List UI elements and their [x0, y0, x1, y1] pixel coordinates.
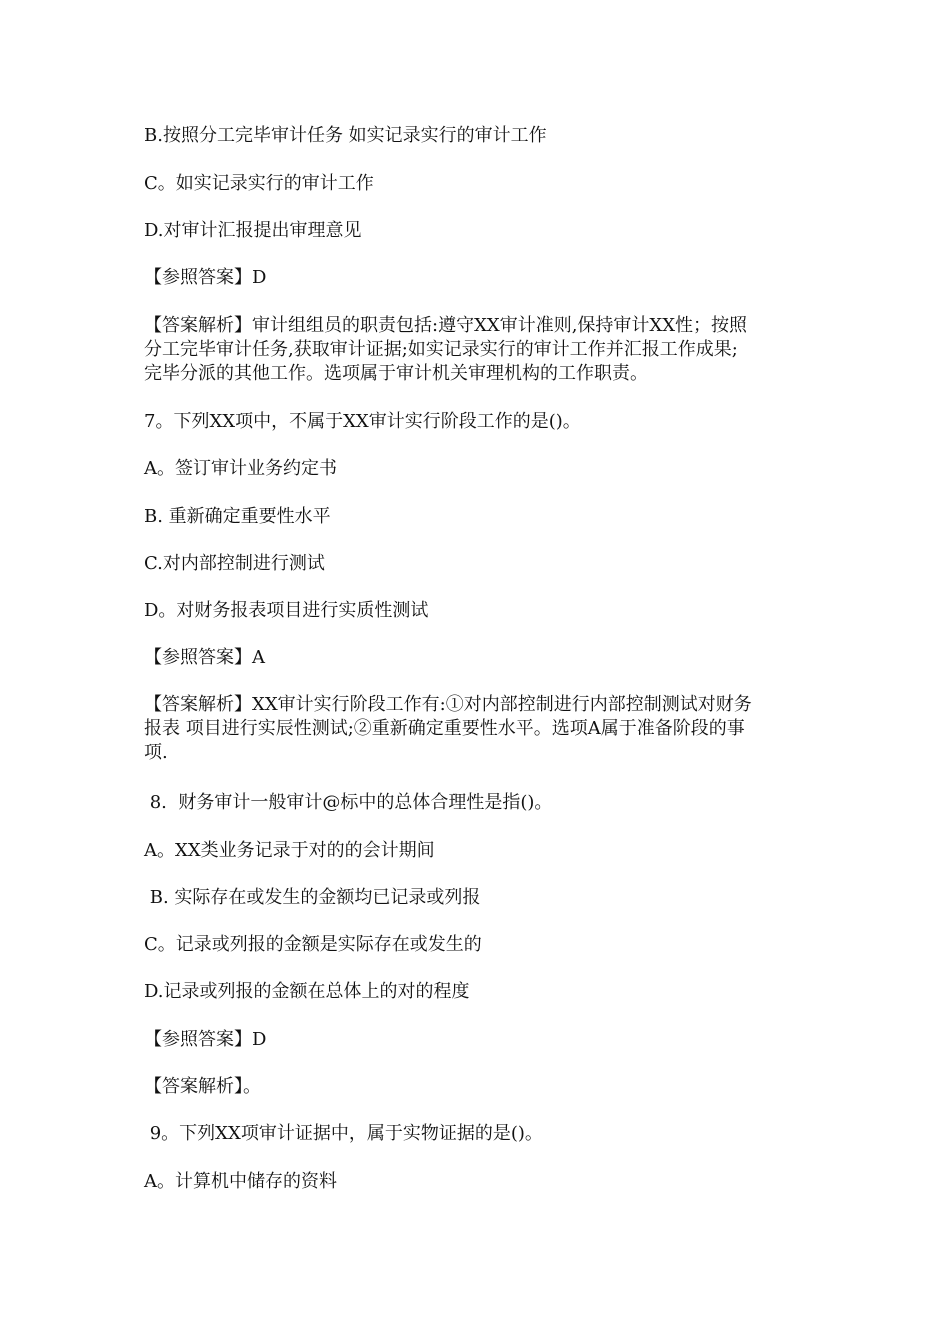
option-b-q6: B.按照分工完毕审计任务 如实记录实行的审计工作	[144, 125, 547, 146]
option-d-q8: D.记录或列报的金额在总体上的对的程度	[144, 981, 470, 1002]
reference-answer-q6: 【参照答案】D	[144, 267, 267, 288]
question-9: 9。下列XX项审计证据中，属于实物证据的是()。	[144, 1123, 543, 1144]
option-b-q7: B. 重新确定重要性水平	[144, 506, 331, 527]
question-7: 7。下列XX项中，不属于XX审计实行阶段工作的是()。	[144, 411, 581, 432]
answer-explanation-q7: 【答案解析】XX审计实行阶段工作有:①对内部控制进行内部控制测试对财务 报表 项目进行实辰性测试;②重新确定重要性水平。选项A属于准备阶段的事 项.	[144, 694, 752, 763]
option-a-q8: A。XX类业务记录于对的的会计期间	[144, 840, 435, 861]
option-d-q6: D.对审计汇报提出审理意见	[144, 220, 362, 241]
option-c-q6: C。如实记录实行的审计工作	[144, 173, 374, 194]
option-a-q9: A。计算机中储存的资料	[144, 1171, 337, 1192]
option-c-q7: C.对内部控制进行测试	[144, 553, 325, 574]
reference-answer-q7: 【参照答案】A	[144, 647, 265, 668]
answer-explanation-q6: 【答案解析】审计组组员的职责包括:遵守XX审计准则,保持审计XX性；按照 分工完毕审计任务,获取审计证据;如实记录实行的审计工作并汇报工作成果; 完毕分派的其他工作。选项属于审计机关审理机构的工作职责。	[144, 315, 748, 384]
question-8: 8. 财务审计一般审计@标中的总体合理性是指()。	[144, 792, 553, 813]
option-d-q7: D。对财务报表项目进行实质性测试	[144, 600, 429, 621]
option-c-q8: C。记录或列报的金额是实际存在或发生的	[144, 934, 482, 955]
reference-answer-q8: 【参照答案】D	[144, 1029, 267, 1050]
option-a-q7: A。签订审计业务约定书	[144, 458, 337, 479]
answer-explanation-q8: 【答案解析】。	[144, 1076, 261, 1097]
option-b-q8: B. 实际存在或发生的金额均已记录或列报	[144, 887, 481, 908]
